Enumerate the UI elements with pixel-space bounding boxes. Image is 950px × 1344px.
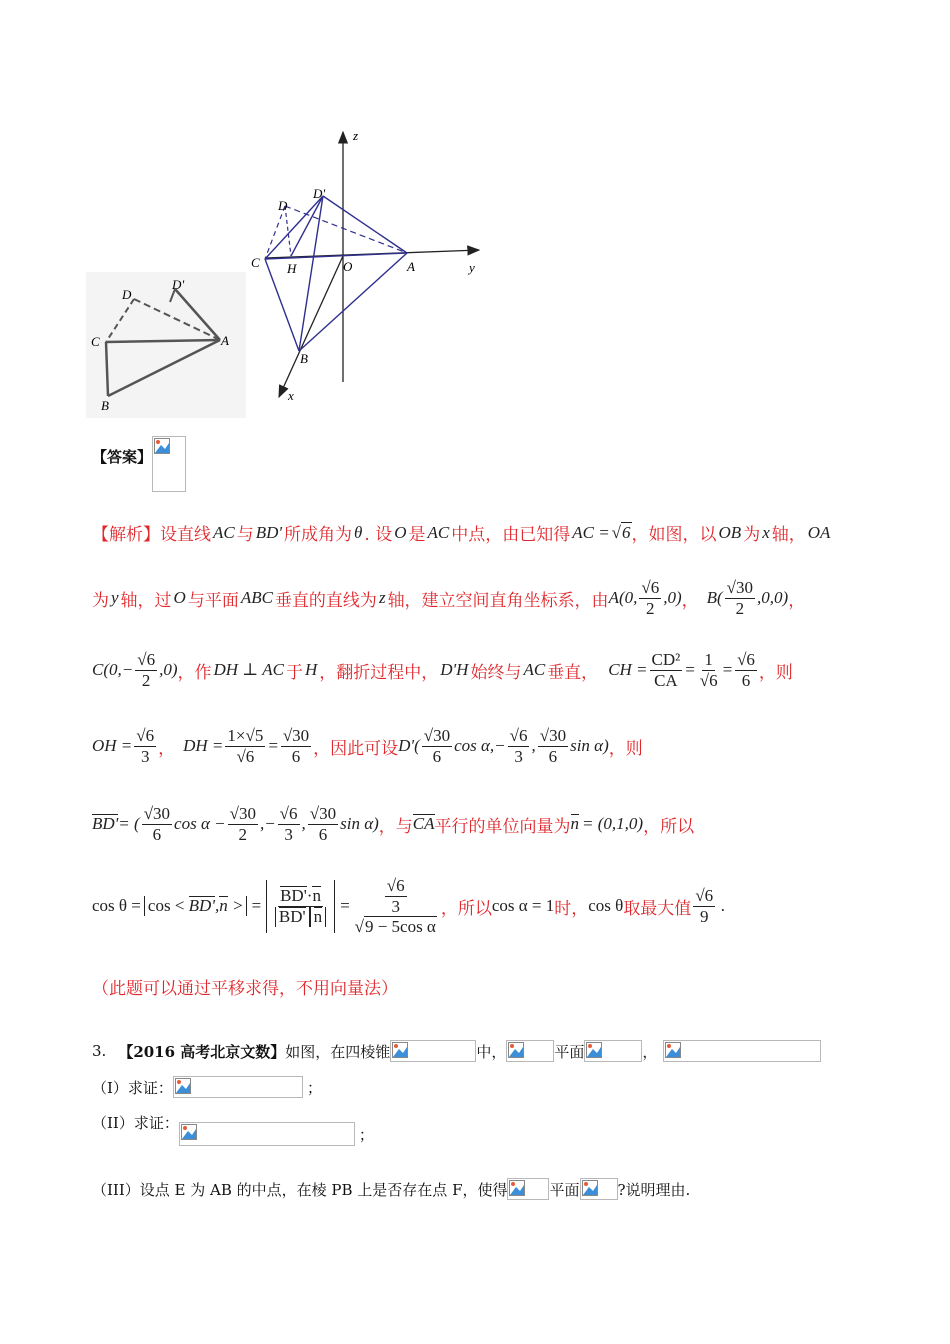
frac-den: 3	[140, 746, 150, 766]
part-label: （II）求证：	[92, 1114, 179, 1132]
math-ch: CH =	[608, 660, 648, 680]
edge-dpa	[323, 196, 407, 253]
label-h: H	[287, 261, 297, 276]
frac-num: 30	[153, 804, 171, 823]
math-radicand: 9 − 5cos α	[364, 917, 436, 937]
label-d: D	[278, 198, 288, 213]
frac-den: CA	[654, 670, 678, 690]
answer-label: 【答案】	[92, 448, 153, 466]
question3-part-2	[92, 1112, 374, 1146]
math-point-c: C(0,−	[92, 660, 134, 680]
frac-den: 6	[245, 746, 255, 766]
math-frac	[273, 886, 328, 926]
broken-image-icon	[582, 1180, 598, 1196]
label-dp: D'	[313, 186, 326, 201]
frac-num: 30	[549, 726, 567, 745]
formula-image-placeholder	[580, 1178, 618, 1200]
text: ，所以	[440, 898, 492, 919]
math-dp: D'(	[398, 736, 420, 756]
math-ac: AC	[427, 522, 450, 542]
math-sep: ,	[531, 736, 536, 756]
formula-image-placeholder	[507, 1178, 549, 1200]
math-frac: $\frac{1\times√5}{√6}$	[227, 726, 264, 766]
math-frac: $\frac{√30}{6}$	[423, 726, 451, 766]
math-vec-n: n	[570, 814, 580, 834]
math-frac	[650, 650, 683, 690]
math-frac: $\frac{√6}{2}$	[137, 650, 156, 690]
broken-image-icon	[509, 1180, 525, 1196]
frac-num: 6	[396, 876, 405, 895]
answer-image-placeholder	[152, 436, 186, 492]
formula-image-placeholder	[663, 1040, 821, 1062]
math-frac: $\frac{√30}{6}$	[282, 726, 310, 766]
text: 与	[236, 525, 254, 545]
math-dot: ·	[306, 886, 313, 906]
frac-den-vec-n: n	[313, 906, 323, 926]
text: ，	[642, 1042, 658, 1061]
question3-line-1	[92, 1040, 821, 1062]
label-b: B	[101, 398, 109, 413]
text: ，则	[608, 738, 643, 759]
math-o: O	[173, 588, 186, 608]
math-ob: OB	[718, 522, 742, 542]
text: 平面	[549, 1180, 580, 1199]
math-vec-n: n	[219, 896, 228, 916]
math-z: z	[378, 588, 386, 608]
frac-num: 30	[736, 578, 754, 597]
math-y: y	[111, 588, 119, 608]
frac-num: 30	[319, 804, 337, 823]
math-frac: $\frac{√6}{9}$	[695, 886, 714, 926]
label-o: O	[343, 259, 353, 274]
broken-image-icon	[154, 438, 170, 454]
math-frac: $\frac{√6}{3}$	[509, 726, 528, 766]
math-big-frac: $\frac{\frac{√6}{3}}{\text{√9 − 5cos α}}$	[354, 876, 436, 937]
math-x: x	[762, 522, 770, 542]
math-eq: =	[250, 896, 262, 916]
math-frac: $\frac{1}{√6}$	[699, 650, 718, 690]
math-dh-perp: DH ⊥ AC	[213, 660, 284, 680]
text: ，所以	[643, 816, 695, 837]
frac-den: 6	[548, 746, 558, 766]
text: ，如图，以	[631, 525, 717, 545]
frac-num-vec-bdp: BD'	[280, 886, 307, 906]
question3-part-1	[92, 1076, 322, 1098]
frac-num: 1×√5	[227, 726, 264, 745]
math-frac: $\frac{√6}{3}$	[279, 804, 298, 844]
math-period: .	[721, 896, 726, 916]
math-sqrt6: √6	[611, 522, 631, 542]
math-cos-close: >	[227, 896, 244, 916]
math-eq: =	[339, 896, 351, 916]
frac-den: 3	[391, 896, 400, 916]
label-y: y	[469, 260, 475, 275]
analysis-line-5	[92, 804, 694, 844]
math-ac-eq: AC =	[572, 522, 610, 542]
frac-num: 6	[146, 650, 156, 669]
math-frac: $\frac{√6}{3}$	[386, 876, 405, 916]
label-x: x	[288, 388, 294, 403]
label-c: C	[251, 255, 260, 270]
sqrt-radicand: 6	[622, 522, 631, 542]
math-vec-ca: CA	[412, 814, 435, 834]
text: 平行的单位向量为	[434, 816, 571, 837]
text: 如图，在四棱锥	[285, 1042, 391, 1061]
question-source: 【2016 高考北京文数】	[118, 1042, 286, 1061]
math-frac: $\frac{√6}{3}$	[136, 726, 155, 766]
analysis-line-4	[92, 726, 643, 766]
frac-den: 2	[238, 824, 248, 844]
text: . 设	[364, 525, 393, 545]
text: 为	[743, 525, 761, 545]
text: 与平面	[187, 590, 239, 611]
math-frac: $\frac{√30}{6}$	[539, 726, 567, 766]
answer-row	[92, 436, 186, 492]
math-frac: $\frac{√30}{2}$	[726, 578, 754, 618]
frac-num: 30	[433, 726, 451, 745]
label-a: A	[407, 259, 415, 274]
frac-den-vec-bdp: BD'	[278, 906, 306, 926]
edge-ca	[265, 253, 407, 259]
label-b: B	[300, 351, 308, 366]
analysis-line-2	[92, 578, 805, 618]
text: 是	[408, 525, 426, 545]
frac-den: 6	[318, 824, 328, 844]
math-sep: ,	[301, 814, 306, 834]
math-bdp: BD'	[255, 522, 283, 542]
math-oh: OH =	[92, 736, 133, 756]
math-cos-open: cos <	[147, 896, 189, 916]
math-abc: ABC	[240, 588, 273, 608]
text: ，	[788, 590, 806, 611]
math-point-a: A(0,	[608, 588, 638, 608]
text: ，作	[177, 662, 212, 683]
part-label: （I）求证：	[92, 1078, 173, 1097]
frac-den: 6	[152, 824, 162, 844]
math-n-value: = (0,1,0)	[582, 814, 644, 834]
math-ac: AC	[523, 660, 546, 680]
label-dp: D'	[172, 277, 185, 292]
frac-den: 2	[646, 598, 655, 618]
text: ?说明理由.	[617, 1180, 691, 1199]
math-vec-bdp: BD'	[92, 814, 119, 834]
math-sin: sin α)	[570, 736, 609, 756]
math-cos: cos α,−	[454, 736, 506, 756]
frac-num: 6	[704, 886, 714, 906]
formula-image-placeholder	[179, 1122, 355, 1146]
question-number: 3.	[92, 1042, 107, 1060]
text: 设直线	[160, 525, 211, 545]
broken-image-icon	[665, 1042, 681, 1058]
right-figure	[245, 122, 490, 412]
formula-image-placeholder	[506, 1040, 554, 1062]
math-theta: θ	[354, 522, 363, 542]
math-o: O	[394, 522, 407, 542]
text: 轴，	[771, 525, 806, 545]
frac-den: 6	[741, 670, 751, 690]
text: 始终与	[470, 662, 522, 683]
text: ，则	[758, 662, 793, 683]
frac-num: 30	[238, 804, 256, 823]
analysis-line-1	[92, 520, 832, 545]
frac-den: 6	[432, 746, 442, 766]
math-eq: =	[684, 660, 696, 680]
math-vec-bdp: BD'	[188, 896, 215, 916]
label-a: A	[221, 333, 229, 348]
text: ，翻折过程中，	[319, 662, 439, 683]
frac-den: 2	[141, 670, 151, 690]
frac-den: 3	[284, 824, 293, 844]
text: 中点，由已知得	[451, 525, 571, 545]
analysis-note: （此题可以通过平移求得，不用向量法）	[92, 979, 398, 999]
broken-image-icon	[181, 1124, 197, 1140]
text: ，	[681, 590, 699, 611]
text: 轴，过	[120, 590, 172, 611]
text: 中，	[476, 1042, 507, 1061]
text: 所成角为	[284, 525, 353, 545]
math-point-b: B(	[706, 588, 723, 608]
math-abs	[144, 896, 248, 916]
math-cos: cos α −	[174, 814, 226, 834]
broken-image-icon	[175, 1078, 191, 1094]
formula-image-placeholder	[390, 1040, 476, 1062]
math-h: H	[304, 660, 318, 680]
math-dh: DH =	[183, 736, 224, 756]
edge-dc	[265, 206, 285, 259]
text: 垂直，	[547, 662, 599, 683]
math-point-b-end: ,0,0)	[757, 588, 789, 608]
edge-da	[285, 206, 407, 253]
formula-image-placeholder	[173, 1076, 303, 1098]
analysis-line-6	[92, 876, 725, 937]
text: 为	[92, 590, 109, 611]
math-sin: sin α)	[340, 814, 379, 834]
label-d: D	[122, 287, 132, 302]
text: （III）设点 E 为 AB 的中点，在棱 PB 上是否存在点 F，使得	[92, 1180, 508, 1199]
broken-image-icon	[392, 1042, 408, 1058]
math-frac: $\frac{√30}{6}$	[309, 804, 337, 844]
math-oa: OA	[807, 522, 831, 542]
label-c: C	[91, 334, 100, 349]
question3-part-3	[92, 1178, 690, 1200]
math-frac: $\frac{√6}{2}$	[641, 578, 660, 618]
math-eq: =	[721, 660, 734, 680]
text: ，与	[378, 816, 413, 837]
text: ；	[306, 1078, 322, 1097]
math-cos-alpha: cos α = 1	[491, 896, 555, 916]
math-frac: $\frac{√30}{2}$	[229, 804, 256, 844]
frac-num: 30	[292, 726, 310, 745]
math-cos-theta: cos θ =	[92, 896, 141, 916]
math-point-c-end: ,0)	[159, 660, 178, 680]
text: ；	[358, 1126, 374, 1144]
math-ac: AC	[213, 522, 235, 542]
math-cos-theta: cos θ	[588, 896, 624, 916]
label-z: z	[353, 128, 359, 143]
text: ，因此可设	[313, 738, 399, 759]
math-dph: D'H	[440, 660, 469, 680]
analysis-line-3	[92, 650, 793, 690]
frac-den: 9	[699, 906, 709, 926]
broken-image-icon	[508, 1042, 524, 1058]
math-point-a-end: ,0)	[663, 588, 682, 608]
frac-den: 3	[514, 746, 523, 766]
frac-num: CD²	[651, 650, 681, 669]
text: ，	[158, 738, 176, 759]
math-eq: =	[267, 736, 279, 756]
text: 平面	[554, 1042, 585, 1061]
text: 取最大值	[623, 898, 692, 919]
frac-num: 6	[518, 726, 528, 745]
math-frac: $\frac{√6}{6}$	[737, 650, 755, 690]
text: 时，	[554, 898, 589, 919]
frac-num: 1	[704, 650, 713, 669]
frac-den: 6	[709, 670, 718, 690]
left-figure	[86, 272, 246, 418]
text: 轴，建立空间直角坐标系，由	[387, 590, 609, 611]
analysis-tag: 【解析】	[92, 525, 160, 545]
formula-image-placeholder	[584, 1040, 642, 1062]
broken-image-icon	[586, 1042, 602, 1058]
text: 于	[285, 662, 303, 683]
frac-num: 6	[145, 726, 155, 745]
text: 垂直的直线为	[274, 590, 377, 611]
math-eq: = (	[118, 814, 140, 834]
frac-num: 6	[650, 578, 660, 597]
frac-den: 6	[291, 746, 301, 766]
frac-den: 2	[735, 598, 745, 618]
math-frac: $\frac{√30}{6}$	[143, 804, 171, 844]
edge-ba	[299, 253, 407, 351]
math-sep: ,−	[259, 814, 276, 834]
math-sep: ,	[214, 896, 220, 916]
frac-num-vec-n: n	[312, 886, 321, 906]
frac-num: 6	[289, 804, 298, 823]
math-abs-frac	[266, 880, 335, 932]
frac-num: 6	[746, 650, 755, 669]
